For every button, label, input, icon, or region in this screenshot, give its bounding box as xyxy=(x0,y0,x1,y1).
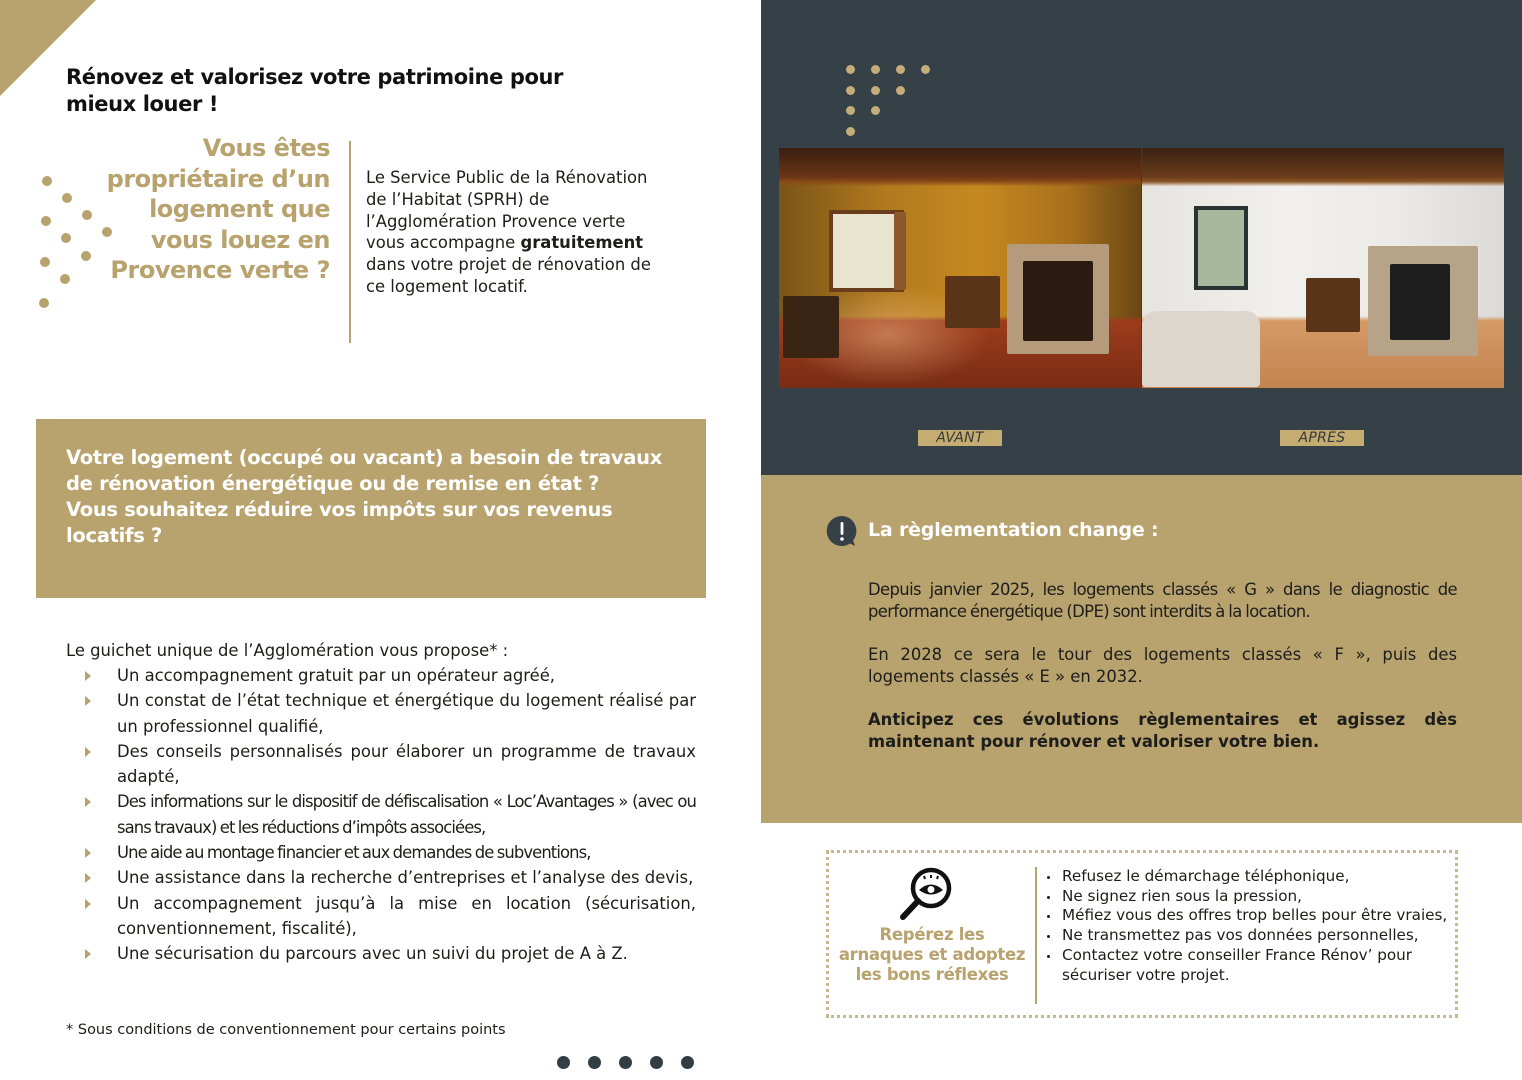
decorative-dot xyxy=(41,216,51,226)
scam-title: Repérez les arnaques et adoptez les bons réflexes xyxy=(838,925,1026,984)
photo-after xyxy=(1142,148,1504,388)
photo-before xyxy=(779,148,1141,388)
decorative-dot xyxy=(871,106,880,115)
decorative-dot xyxy=(846,106,855,115)
decorative-dot xyxy=(62,193,72,203)
after-label: APRÈS xyxy=(1280,430,1364,446)
offer-list-item xyxy=(80,688,696,739)
sprh-emphasis: gratuitement xyxy=(520,233,644,253)
decorative-dot xyxy=(846,127,855,136)
decorative-dot xyxy=(871,65,880,74)
fireplace-insert-shape xyxy=(1390,264,1450,340)
shutter-shape xyxy=(894,212,906,290)
scam-tip xyxy=(1045,867,1455,887)
scam-tip xyxy=(1045,946,1455,985)
page-title: Rénovez et valorisez votre patrimoine pour mieux louer ! xyxy=(66,65,564,116)
offer-item-text: Un accompagnement jusqu’à la mise en location (sécurisation, conventionnement, fiscalité), xyxy=(117,893,696,938)
sprh-text-part: Le Service Public de la Rénovation de l’Habitat (SPRH) de l’Agglomération Provence verte vous accompagne xyxy=(366,168,648,253)
dot-bullet-icon xyxy=(1047,876,1050,879)
triangle-bullet-icon xyxy=(85,797,91,807)
triangle-bullet-icon xyxy=(85,949,91,959)
page-dot xyxy=(681,1056,694,1069)
offer-list xyxy=(80,663,696,967)
decorative-dot xyxy=(61,233,71,243)
scam-divider xyxy=(1035,867,1037,1004)
page-dots-decoration xyxy=(557,1056,694,1069)
scam-tips-list xyxy=(1045,867,1455,985)
sprh-text-part: dans votre projet de rénovation de ce logement locatif. xyxy=(366,255,651,296)
page-dot xyxy=(619,1056,632,1069)
decorative-dot xyxy=(40,257,50,267)
offer-list-item xyxy=(80,663,696,688)
offer-item-text: Un accompagnement gratuit par un opérateur agréé, xyxy=(117,666,555,685)
offer-item-text: Des conseils personnalisés pour élaborer un programme de travaux adapté, xyxy=(117,741,696,787)
vertical-divider xyxy=(349,141,351,343)
question-renovation: Votre logement (occupé ou vacant) a besoin de travaux de rénovation énergétique ou de remise en état ? xyxy=(66,446,663,495)
questions-box xyxy=(36,419,706,598)
offer-list-item xyxy=(80,941,696,966)
window-shape xyxy=(1194,206,1248,290)
sprh-description xyxy=(366,167,666,298)
scam-tip xyxy=(1045,926,1455,946)
offer-list-item xyxy=(80,891,696,942)
page-dot xyxy=(557,1056,570,1069)
scam-tip xyxy=(1045,906,1455,926)
offer-item-text: Une assistance dans la recherche d’entreprises et l’analyse des devis, xyxy=(117,868,694,888)
chair-shape xyxy=(783,296,839,358)
offer-item-text: Un constat de l’état technique et énergétique du logement réalisé par un professionnel qualifié, xyxy=(117,691,696,736)
decorative-dot xyxy=(60,274,70,284)
page-dot xyxy=(650,1056,663,1069)
questions-text xyxy=(66,445,686,549)
triangle-bullet-icon xyxy=(85,696,91,706)
offer-item-text: Des informations sur le dispositif de défiscalisation « Loc’Avantages » (avec ou sans travaux) et les réductions d’impôts associées, xyxy=(117,792,696,837)
regulation-call-to-action: Anticipez ces évolutions règlementaires et agissez dès maintenant pour rénover et valoriser votre bien. xyxy=(868,710,1457,751)
offer-list-item xyxy=(80,789,696,840)
triangle-bullet-icon xyxy=(85,899,91,909)
dot-bullet-icon xyxy=(1047,896,1050,899)
before-label: AVANT xyxy=(918,430,1002,446)
scam-tip-text: Contactez votre conseiller France Rénov’ pour sécuriser votre projet. xyxy=(1062,945,1413,984)
sofa-shape xyxy=(1142,311,1260,387)
offer-item-text: Une aide au montage financier et aux demandes de subventions, xyxy=(117,843,591,863)
decorative-dot xyxy=(42,176,52,186)
regulation-paragraph-2028: En 2028 ce sera le tour des logements classés « F », puis des logements classés « E » en 2032. xyxy=(868,645,1457,686)
scam-tip-text: Ne transmettez pas vos données personnelles, xyxy=(1062,926,1419,945)
decorative-dot xyxy=(921,65,930,74)
magnifier-eye-icon xyxy=(897,866,955,922)
page-dot xyxy=(588,1056,601,1069)
offer-item-text: Une sécurisation du parcours avec un suivi du projet de A à Z. xyxy=(117,944,628,964)
decorative-dot xyxy=(846,86,855,95)
question-taxes: Vous souhaitez réduire vos impôts sur vos revenus locatifs ? xyxy=(66,498,613,547)
triangle-bullet-icon xyxy=(85,747,91,757)
footnote: * Sous conditions de conventionnement pour certains points xyxy=(66,1022,506,1038)
decorative-dot xyxy=(871,86,880,95)
dot-bullet-icon xyxy=(1047,915,1050,918)
cabinet-shape xyxy=(945,276,1000,328)
decorative-dot xyxy=(896,65,905,74)
offer-list-item xyxy=(80,739,696,790)
fireplace-opening-shape xyxy=(1023,261,1093,341)
window-shape xyxy=(829,210,904,292)
triangle-bullet-icon xyxy=(85,671,91,681)
cabinet-shape xyxy=(1306,278,1360,332)
triangle-bullet-icon xyxy=(85,873,91,883)
dot-bullet-icon xyxy=(1047,935,1050,938)
decorative-dot xyxy=(39,298,49,308)
regulation-title: La règlementation change : xyxy=(868,519,1159,541)
dot-bullet-icon xyxy=(1047,955,1050,958)
scam-tip xyxy=(1045,887,1455,907)
offer-list-item xyxy=(80,865,696,890)
exclamation-speech-bubble-icon xyxy=(826,515,858,547)
decorative-dot xyxy=(896,86,905,95)
scam-tip-text: Méfiez vous des offres trop belles pour être vraies, xyxy=(1062,906,1448,925)
decorative-dot xyxy=(846,65,855,74)
owner-question-heading: Vous êtes propriétaire d’un logement que vous louez en Provence verte ? xyxy=(106,134,330,284)
triangle-bullet-icon xyxy=(85,848,91,858)
scam-tip-text: Refusez le démarchage téléphonique, xyxy=(1062,867,1350,885)
offer-list-item xyxy=(80,840,696,865)
scam-tip-text: Ne signez rien sous la pression, xyxy=(1062,886,1302,905)
regulation-paragraph-2025: Depuis janvier 2025, les logements classés « G » dans le diagnostic de performance énergétique (DPE) sont interdits à la location. xyxy=(868,580,1457,621)
offer-intro: Le guichet unique de l’Agglomération vous propose* : xyxy=(66,641,509,660)
